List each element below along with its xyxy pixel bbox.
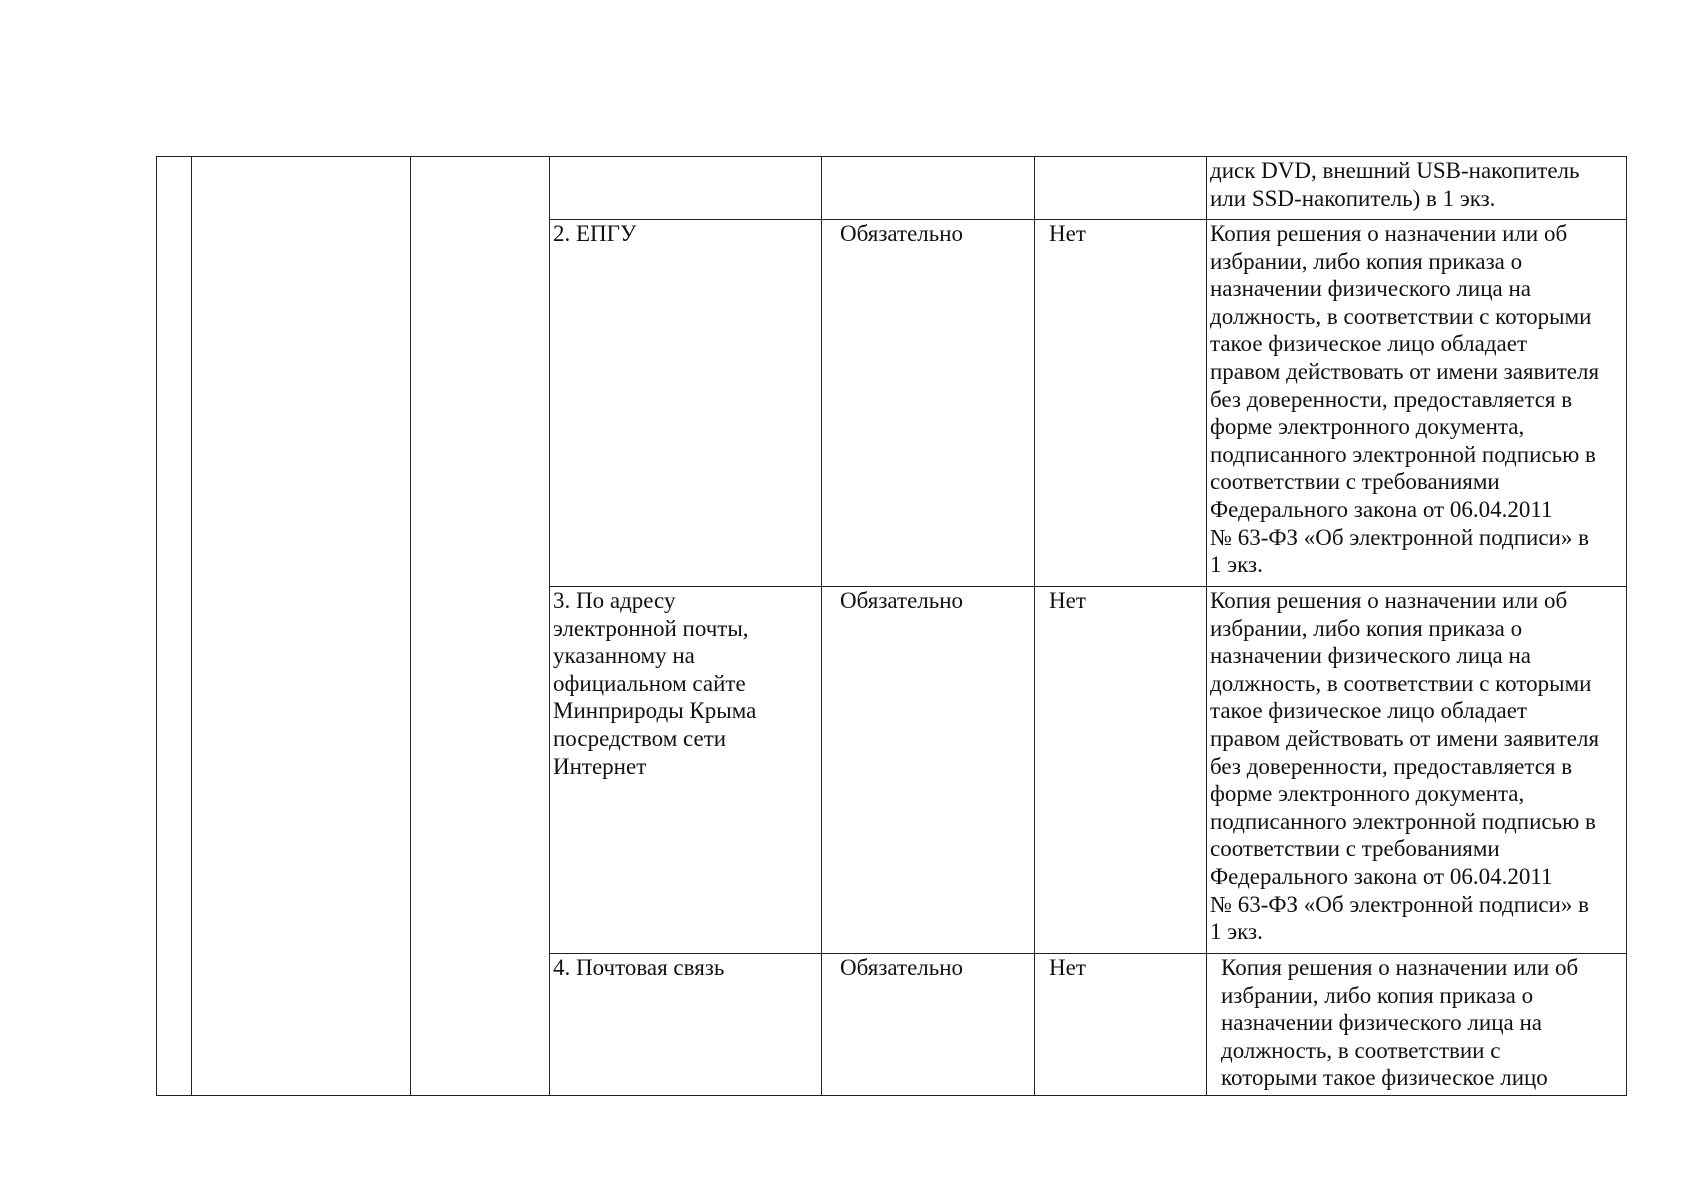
required-cell: Обязательно: [822, 954, 1035, 1096]
empty-column-cell: [411, 157, 550, 1096]
hint-cell: [1035, 157, 1207, 220]
number-column-cell: [157, 157, 192, 1096]
method-cell: [550, 157, 822, 220]
method-cell: 4. Почтовая связь: [550, 954, 822, 1096]
required-cell: Обязательно: [822, 587, 1035, 954]
document-description-cell: диск DVD, внешний USB-накопитель или SSD-накопитель) в 1 экз.: [1207, 157, 1627, 220]
hint-cell: Нет: [1035, 587, 1207, 954]
method-cell: 3. По адресу электронной почты, указанному на официальном сайте Минприроды Крыма посредством сети Интернет: [550, 587, 822, 954]
document-description-cell: Копия решения о назначении или об избрании, либо копия приказа о назначении физического лица на должность, в соответствии с которыми такое физическое лицо обладает правом действовать от имени заявителя без доверенности, предоставляется в форме электронного документа, подписанного электронной подписью в соответствии с требованиями Федерального закона от 06.04.2011 № 63-ФЗ «Об электронной подписи» в 1 экз.: [1207, 587, 1627, 954]
hint-cell: Нет: [1035, 220, 1207, 587]
required-cell: Обязательно: [822, 220, 1035, 587]
document-description-cell: Копия решения о назначении или об избрании, либо копия приказа о назначении физического лица на должность, в соответствии с которыми такое физическое лицо обладает правом действовать от имени заявителя без доверенности, предоставляется в форме электронного документа, подписанного электронной подписью в соответствии с требованиями Федерального закона от 06.04.2011 № 63-ФЗ «Об электронной подписи» в 1 экз.: [1207, 220, 1627, 587]
document-table: [156, 156, 1627, 1096]
hint-cell: Нет: [1035, 954, 1207, 1096]
empty-column-cell: [192, 157, 411, 1096]
document-description-cell: Копия решения о назначении или об избрании, либо копия приказа о назначении физического лица на должность, в соответствии с которыми такое физическое лицо: [1207, 954, 1627, 1096]
required-cell: [822, 157, 1035, 220]
method-cell: 2. ЕПГУ: [550, 220, 822, 587]
table-row: [157, 157, 1627, 220]
